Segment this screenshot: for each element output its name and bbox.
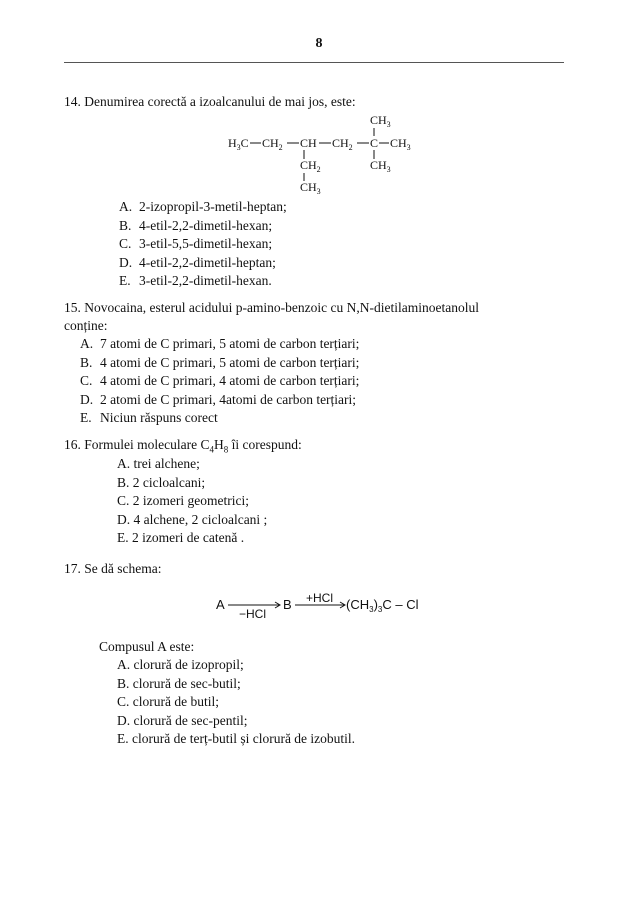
formula-ch2-a: $CH_2$: [262, 136, 283, 152]
question-17-intro: Compusul A este:: [99, 639, 195, 654]
question-14-options: [119, 198, 287, 291]
formula-ch3-right: $CH_3$: [390, 136, 411, 152]
formula-ch2-branch: $CH_2$: [300, 158, 321, 174]
structural-formula: [0, 110, 638, 210]
page-number: 8: [315, 36, 323, 51]
scheme-product: $(CH_3)_3C$ – Cl: [346, 597, 419, 614]
formula-ch2-b: $CH_2$: [332, 136, 353, 152]
scheme-label-minus-hcl: −HCl: [239, 607, 267, 621]
option-14-c[interactable]: C. 3-etil-5,5-dimetil-hexan;: [119, 236, 273, 252]
option-14-b[interactable]: B. 4-etil-2,2-dimetil-hexan;: [119, 217, 273, 233]
option-15-e[interactable]: E. Niciun răspuns corect: [80, 410, 218, 426]
question-14-text: 14. Denumirea corectă a izoalcanului de mai jos, este:: [64, 94, 356, 109]
formula-ch3-bottom: $CH_3$: [300, 180, 321, 196]
option-15-b[interactable]: B. 4 atomi de C primari, 5 atomi de carbon terțiari;: [80, 354, 360, 370]
question-16-text: 16. Formulei moleculare $C_4H_8$ îi corespund:: [64, 437, 302, 455]
option-16-e[interactable]: E. 2 izomeri de catenă .: [117, 530, 245, 546]
formula-ch3-bottom-right: $CH_3$: [370, 158, 391, 174]
option-17-d[interactable]: D. clorură de sec-pentil;: [117, 712, 248, 728]
question-15-options: [80, 335, 359, 428]
option-15-c[interactable]: C. 4 atomi de C primari, 4 atomi de carbon terțiari;: [80, 373, 360, 389]
formula-ch-mid: CH: [300, 136, 317, 150]
scheme-compound-b: B: [283, 597, 292, 612]
option-14-a[interactable]: A. 2-izopropil-3-metil-heptan;: [119, 199, 287, 214]
formula-ch3-top: $CH_3$: [370, 113, 391, 129]
option-16-c[interactable]: C. 2 izomeri geometrici;: [117, 493, 249, 509]
option-17-a[interactable]: A. clorură de izopropil;: [117, 657, 244, 672]
question-16-options: [117, 455, 267, 548]
question-17-options: [117, 656, 355, 749]
option-15-a[interactable]: A. 7 atomi de C primari, 5 atomi de carbon terțiari;: [80, 336, 360, 351]
header-rule: [64, 62, 564, 63]
scheme-compound-a: A: [216, 597, 225, 612]
formula-h3c: $H_3C$: [228, 136, 249, 152]
option-15-d[interactable]: D. 2 atomi de C primari, 4atomi de carbon terțiari;: [80, 391, 357, 407]
formula-c-quat: C: [370, 136, 379, 150]
option-14-e[interactable]: E. 3-etil-2,2-dimetil-hexan.: [119, 273, 272, 289]
option-16-a[interactable]: A. trei alchene;: [117, 456, 200, 471]
question-17-text: 17. Se dă schema:: [64, 561, 162, 576]
question-15-line1: 15. Novocaina, esterul acidului p-amino-benzoic cu N,N-dietilaminoetanolul: [64, 300, 479, 315]
option-16-d[interactable]: D. 4 alchene, 2 cicloalcani ;: [117, 511, 268, 527]
question-15-line2: conține:: [64, 318, 108, 333]
option-14-d[interactable]: D. 4-etil-2,2-dimetil-heptan;: [119, 254, 276, 270]
reaction-scheme: [0, 588, 638, 628]
question-15-text: [64, 299, 479, 335]
scheme-label-plus-hcl: +HCl: [306, 591, 334, 605]
option-17-b[interactable]: B. clorură de sec-butil;: [117, 675, 241, 691]
option-16-b[interactable]: B. 2 cicloalcani;: [117, 474, 206, 490]
option-17-c[interactable]: C. clorură de butil;: [117, 694, 219, 710]
option-17-e[interactable]: E. clorură de terț-butil și clorură de izobutil.: [117, 731, 356, 747]
